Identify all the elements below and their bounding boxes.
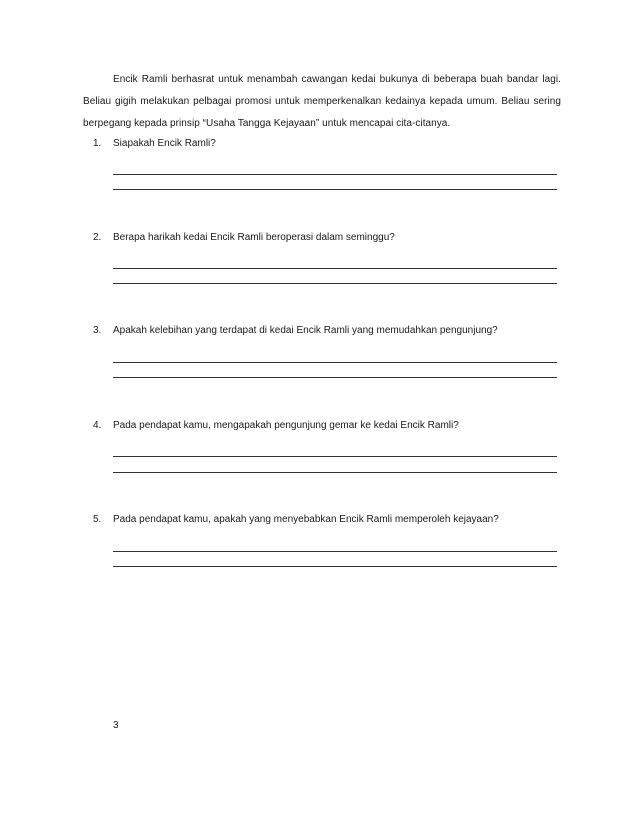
answer-line[interactable] [113,377,557,378]
question-text: Berapa harikah kedai Encik Ramli beroperasi dalam seminggu? [113,232,395,243]
answer-line[interactable] [113,456,557,457]
question-number: 2. [93,232,102,243]
answer-line[interactable] [113,566,557,567]
answer-line[interactable] [113,362,557,363]
question-number: 3. [93,325,102,336]
answer-line[interactable] [113,268,557,269]
question-3 [93,324,563,338]
answer-line[interactable] [113,174,557,175]
question-number: 1. [93,138,102,149]
page-number: 3 [113,720,119,731]
answer-line[interactable] [113,472,557,473]
question-text: Siapakah Encik Ramli? [113,138,216,149]
answer-line[interactable] [113,189,557,190]
answer-line[interactable] [113,551,557,552]
question-2 [93,231,563,245]
question-1 [93,137,563,151]
intro-text: Encik Ramli berhasrat untuk menambah cawangan kedai bukunya di beberapa buah bandar lagi. Beliau gigih melakukan pelbagai promosi untuk memperkenalkan kedainya kepada umum. Beliau sering berpegang kepada prinsip “Usaha Tangga Kejayaan” untuk mencapai cita-citanya. [83,74,561,129]
question-number: 4. [93,420,102,431]
intro-paragraph [83,69,561,135]
question-4 [93,419,563,433]
answer-line[interactable] [113,283,557,284]
question-5 [93,513,563,527]
question-text: Pada pendapat kamu, apakah yang menyebabkan Encik Ramli memperoleh kejayaan? [113,514,499,525]
question-text: Pada pendapat kamu, mengapakah pengunjung gemar ke kedai Encik Ramli? [113,420,459,431]
question-number: 5. [93,514,102,525]
question-text: Apakah kelebihan yang terdapat di kedai Encik Ramli yang memudahkan pengunjung? [113,325,498,336]
